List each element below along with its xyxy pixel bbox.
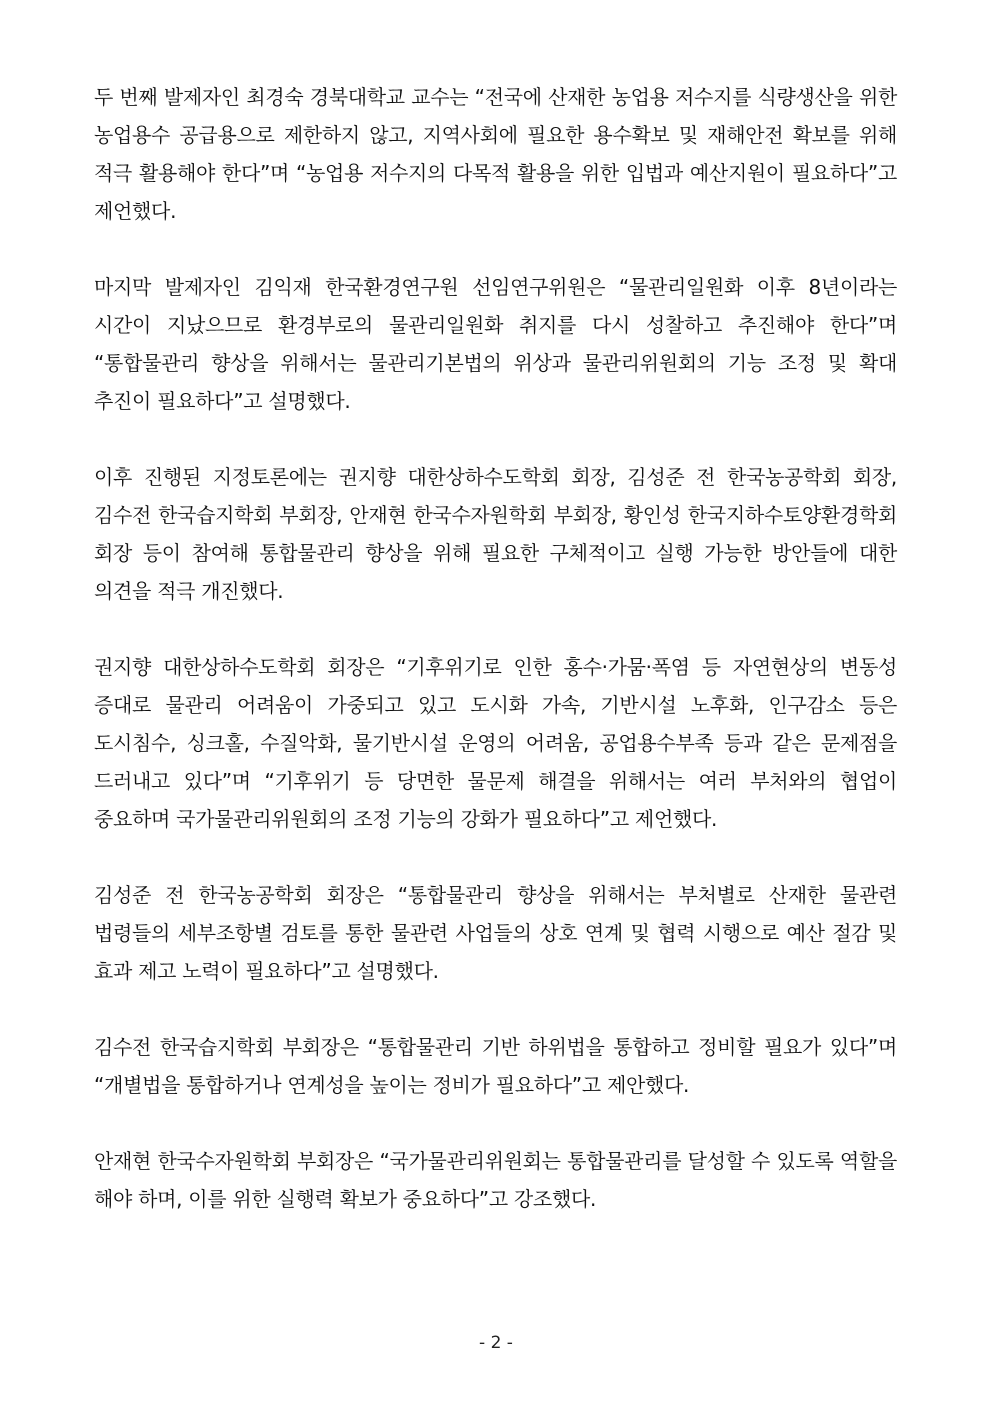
document-body	[94, 78, 897, 1218]
paragraph-panel-discussion: 이후 진행된 지정토론에는 권지향 대한상하수도학회 회장, 김성준 전 한국농공학회 회장, 김수전 한국습지학회 부회장, 안재현 한국수자원학회 부회장, 황인성 한국지하수토양환경학회 회장 등이 참여해 통합물관리 향상을 위해 필요한 구체적이고 실행 가능한 방안들에 대한 의견을 적극 개진했다.	[94, 465, 897, 603]
paragraph-kwon-jihyang: 권지향 대한상하수도학회 회장은 “기후위기로 인한 홍수·가뭄·폭염 등 자연현상의 변동성 증대로 물관리 어려움이 가중되고 있고 도시화 가속, 기반시설 노후화, 인구감소 등은 도시침수, 싱크홀, 수질악화, 물기반시설 운영의 어려움, 공업용수부족 등과 같은 문제점을 드러내고 있다”며 “기후위기 등 당면한 물문제 해결을 위해서는 여러 부처와의 협업이 중요하며 국가물관리위원회의 조정 기능의 강화가 필요하다”고 제언했다.	[94, 655, 897, 831]
paragraph-kim-seongjun: 김성준 전 한국농공학회 회장은 “통합물관리 향상을 위해서는 부처별로 산재한 물관련 법령들의 세부조항별 검토를 통한 물관련 사업들의 상호 연계 및 협력 시행으로 예산 절감 및 효과 제고 노력이 필요하다”고 설명했다.	[94, 883, 897, 983]
paragraph-ahn-jaehyun: 안재현 한국수자원학회 부회장은 “국가물관리위원회는 통합물관리를 달성할 수 있도록 역할을 해야 하며, 이를 위한 실행력 확보가 중요하다”고 강조했다.	[94, 1149, 897, 1211]
paragraph-kim-sujeon: 김수전 한국습지학회 부회장은 “통합물관리 기반 하위법을 통합하고 정비할 필요가 있다”며 “개별법을 통합하거나 연계성을 높이는 정비가 필요하다”고 제안했다.	[94, 1035, 897, 1097]
paragraph-presenter-3: 마지막 발제자인 김익재 한국환경연구원 선임연구위원은 “물관리일원화 이후 8년이라는 시간이 지났으므로 환경부로의 물관리일원화 취지를 다시 성찰하고 추진해야 한다”며 “통합물관리 향상을 위해서는 물관리기본법의 위상과 물관리위원회의 기능 조정 및 확대 추진이 필요하다”고 설명했다.	[94, 275, 897, 413]
page-number: - 2 -	[479, 1333, 513, 1353]
paragraph-presenter-2: 두 번째 발제자인 최경숙 경북대학교 교수는 “전국에 산재한 농업용 저수지를 식량생산을 위한 농업용수 공급용으로 제한하지 않고, 지역사회에 필요한 용수확보 및 재해안전 확보를 위해 적극 활용해야 한다”며 “농업용 저수지의 다목적 활용을 위한 입법과 예산지원이 필요하다”고 제언했다.	[94, 85, 897, 223]
